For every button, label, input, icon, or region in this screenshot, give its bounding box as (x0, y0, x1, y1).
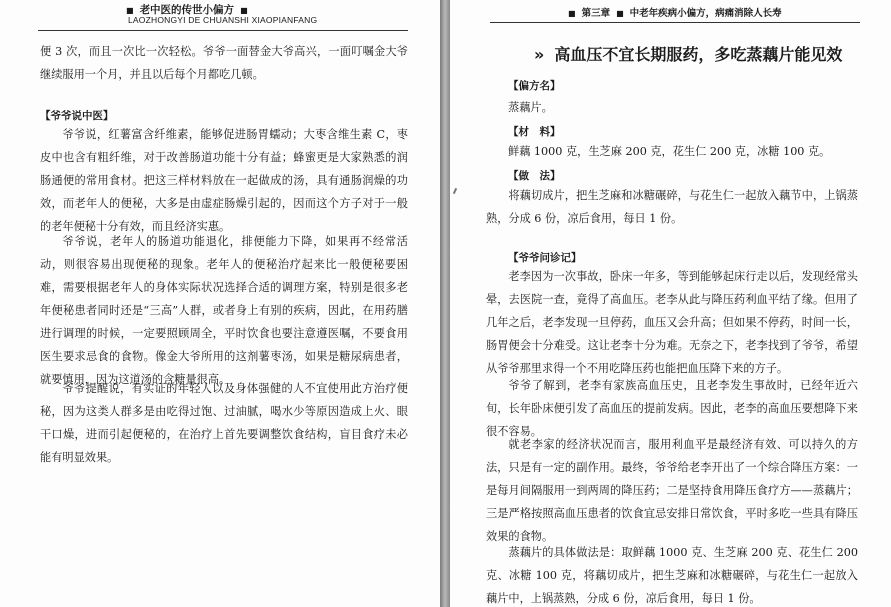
body-paragraph: 爷爷提醒说，有实证的年轻人以及身体强健的人不宜使用此方治疗便秘，因为这类人群多是由吃得过饱、过油腻，喝水少等原因造成上火、眼干口燥，进而引起便秘的，在治疗上首先要调整饮食结构，盲目食疗未必能有明显效果。 (40, 382, 408, 464)
body-paragraph: 就老李家的经济状况而言，服用利血平是最经济有效、可以持久的方法，只是有一定的副作用。最终，爷爷给老李开出了一个综合降压方案：一是每月间隔服用一到两周的降压药；二是坚持食用降压食疗方——蒸藕片；三是严格按照高血压患者的饮食宜忌安排日常饮食，平时多吃一些具有降压效果的食物。 (486, 438, 858, 543)
right-running-head (562, 5, 782, 19)
book-title-pinyin: LAOZHONGYI DE CHUANSHI XIAOPIANFANG (128, 15, 318, 25)
book-title: 老中医的传世小偏方 (139, 4, 235, 16)
intro-paragraph: 便 3 次，而且一次比一次轻松。爷爷一面替金大爷高兴，一面叮嘱金大爷继续服用一个月，并且以后每个月都吃几顿。 (40, 45, 408, 81)
chevron-right-icon: » (534, 45, 545, 64)
article-title-text: 高血压不宜长期服药，多吃蒸藕片能见效 (554, 45, 843, 64)
square-bullet-icon: ■ (568, 8, 576, 18)
body-paragraph: 老李因为一次事故，卧床一年多，等到能够起床行走以后，发现经常头晕，去医院一查，竟得了高血压。老李从此与降压药利血平结了缘。但用了几年之后，老李发现一旦停药，血压又会升高；但如果不停药，时间一长，肠胃便会十分难受。这让老李十分为难。无奈之下，老李找到了爷爷，希望从爷爷那里求得一个不用吃降压药也能把血压降下来的方子。 (486, 270, 858, 375)
section-heading: 【爷爷说中医】 (40, 110, 114, 122)
header-rule (490, 22, 860, 23)
prescription-label: 【偏方名】 (508, 80, 561, 92)
body-paragraph: 蒸藕片的具体做法是：取鲜藕 1000 克、生芝麻 200 克、花生仁 200 克、冰糖 100 克，将藕切成片，把生芝麻和冰糖碾碎，与花生仁一起放入藕片中，上锅蒸熟，分成 6 份，凉后食用，每日 1 份。 (486, 546, 858, 605)
ingredients-text: 鲜藕 1000 克，生芝麻 200 克，花生仁 200 克，冰糖 100 克。 (508, 145, 831, 158)
square-bullet-icon: ■ (126, 5, 134, 15)
article-title (534, 42, 842, 65)
prescription-name: 蒸藕片。 (508, 101, 553, 114)
body-paragraph: 爷爷了解到，老李有家族高血压史，且老李发生事故时，已经年近六旬，长年卧床便引发了高血压的提前发病。因此，老李的高血压要想降下来很不容易。 (486, 379, 858, 438)
method-text: 将藕切成片，把生芝麻和冰糖碾碎，与花生仁一起放入藕节中，上锅蒸熟，分成 6 份，凉后食用，每日 1 份。 (486, 189, 858, 225)
chapter-label: 第三章 (581, 8, 611, 19)
square-bullet-icon: ■ (240, 5, 248, 15)
header-rule (38, 30, 408, 31)
right-page (450, 0, 891, 607)
ingredients-label: 【材 料】 (508, 126, 561, 138)
left-page (0, 0, 440, 607)
scan-speck (453, 188, 457, 194)
body-paragraph: 爷爷说，红薯富含纤维素，能够促进肠胃蠕动；大枣含维生素 C，枣皮中也含有粗纤维，对于改善肠道功能十分有益；蜂蜜更是大家熟悉的润肠通便的常用食材。把这三样材料放在一起做成的汤，具有通肠润燥的功效，而老年人的便秘，大多是由虚症肠燥引起的，因而这个方子对于一般的老年便秘十分有效，而且经济实惠。 (40, 128, 408, 233)
method-label: 【做 法】 (508, 170, 561, 182)
diagnosis-label: 【爷爷问诊记】 (508, 252, 582, 264)
square-bullet-icon: ■ (616, 8, 624, 18)
page-gutter (440, 0, 450, 607)
chapter-title: 中老年疾病小偏方，病痛消除人长寿 (629, 8, 782, 19)
body-paragraph: 爷爷说，老年人的肠道功能退化，排便能力下降，如果再不经常活动，则很容易出现便秘的现象。老年人的便秘治疗起来比一般便秘要困难，需要根据老年人的身体实际状况选择合适的调理方案，特别是很多老年便秘患者同时还是“三高”人群，或者身上有别的疾病，因此，在用药膳进行调理的时候，一定要照顾周全，平时饮食也要注意遵医嘱，不要食用医生要求忌食的食物。像金大爷所用的这剂薯枣汤，如果是糖尿病患者，就要慎用，因为这道汤的含糖量很高。 (40, 235, 408, 386)
